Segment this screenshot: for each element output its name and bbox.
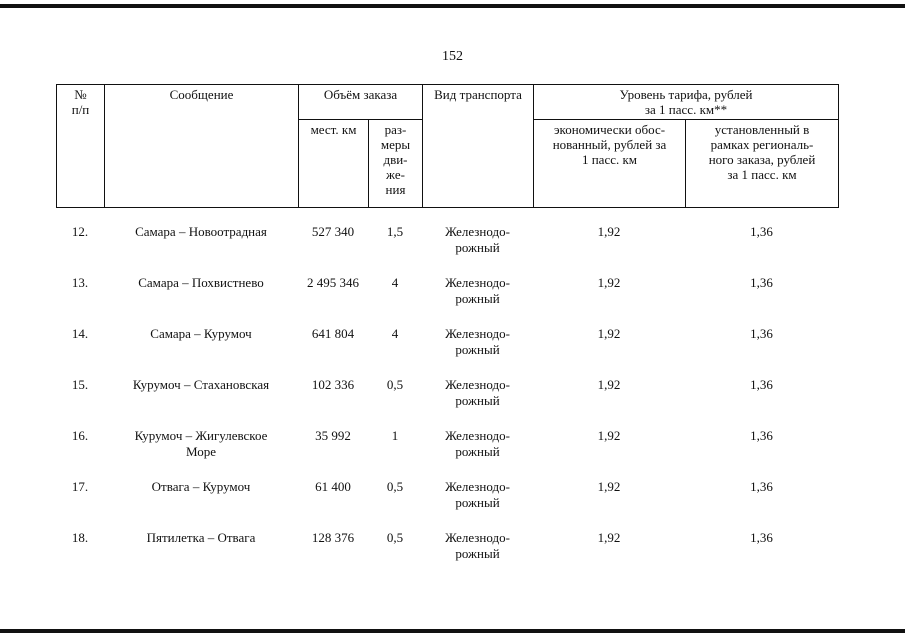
row-tariff-economic: 1,92	[597, 326, 621, 341]
row-seat-km: 102 336	[311, 377, 355, 392]
header-traffic-size: раз- меры дви- же- ния	[369, 120, 423, 208]
row-route: Отвага – Курумоч	[151, 479, 251, 494]
page-number: 152	[442, 49, 463, 64]
row-transport-type: Железнодо- рожный	[445, 428, 510, 459]
header-seat-km: мест. км	[299, 120, 369, 208]
table-row	[56, 530, 838, 570]
row-transport-type: Железнодо- рожный	[445, 530, 510, 561]
row-tariff-regional: 1,36	[750, 275, 773, 290]
row-seat-km: 2 495 346	[307, 275, 359, 290]
row-route: Самара – Похвистнево	[138, 275, 264, 290]
row-tariff-regional: 1,36	[750, 428, 773, 443]
table-row	[56, 377, 838, 417]
row-tariff-economic: 1,92	[597, 224, 621, 239]
row-tariff-economic: 1,92	[597, 479, 621, 494]
table-row	[56, 224, 838, 264]
tariff-table-header	[56, 84, 839, 208]
row-number: 12.	[71, 224, 89, 239]
row-route: Самара – Новоотрадная	[135, 224, 267, 239]
row-tariff-economic: 1,92	[597, 530, 621, 545]
row-tariff-regional: 1,36	[750, 377, 773, 392]
row-number: 17.	[71, 479, 89, 494]
row-route: Курумоч – Жигулевское Море	[134, 428, 268, 459]
row-transport-type: Железнодо- рожный	[445, 377, 510, 408]
row-traffic-size: 4	[391, 275, 399, 290]
header-tariff-regional: установленный в рамках региональ- ного заказа, рублей за 1 пасс. км	[686, 120, 839, 208]
header-transport-type: Вид транспорта	[423, 85, 534, 208]
header-tariff-economic: экономически обос- нованный, рублей за 1 пасс. км	[534, 120, 686, 208]
row-number: 14.	[71, 326, 89, 341]
row-traffic-size: 1,5	[386, 224, 404, 239]
top-rule	[0, 4, 905, 8]
row-transport-type: Железнодо- рожный	[445, 479, 510, 510]
bottom-rule	[0, 629, 905, 633]
table-row	[56, 326, 838, 366]
header-tariff-level: Уровень тарифа, рублей за 1 пасс. км**	[534, 85, 839, 120]
row-seat-km: 527 340	[311, 224, 355, 239]
row-transport-type: Железнодо- рожный	[445, 224, 510, 255]
row-tariff-economic: 1,92	[597, 275, 621, 290]
row-number: 13.	[71, 275, 89, 290]
row-traffic-size: 0,5	[386, 530, 404, 545]
row-seat-km: 128 376	[311, 530, 355, 545]
table-row	[56, 275, 838, 315]
row-seat-km: 641 804	[311, 326, 355, 341]
table-row	[56, 428, 838, 468]
row-traffic-size: 1	[391, 428, 399, 443]
header-number: № п/п	[57, 85, 105, 208]
row-seat-km: 35 992	[315, 428, 351, 443]
table-row	[56, 479, 838, 519]
row-tariff-economic: 1,92	[597, 428, 621, 443]
row-transport-type: Железнодо- рожный	[445, 275, 510, 306]
row-tariff-regional: 1,36	[750, 479, 773, 494]
row-tariff-regional: 1,36	[750, 326, 773, 341]
row-number: 18.	[71, 530, 89, 545]
row-traffic-size: 0,5	[386, 377, 404, 392]
row-route: Курумоч – Стахановская	[132, 377, 270, 392]
row-tariff-regional: 1,36	[750, 530, 773, 545]
row-route: Пятилетка – Отвага	[146, 530, 256, 545]
row-transport-type: Железнодо- рожный	[445, 326, 510, 357]
row-traffic-size: 0,5	[386, 479, 404, 494]
row-traffic-size: 4	[391, 326, 399, 341]
row-number: 15.	[71, 377, 89, 392]
header-order-volume: Объём заказа	[299, 85, 423, 120]
row-number: 16.	[71, 428, 89, 443]
row-tariff-regional: 1,36	[750, 224, 773, 239]
row-route: Самара – Курумоч	[150, 326, 252, 341]
row-seat-km: 61 400	[315, 479, 351, 494]
header-route: Сообщение	[105, 85, 299, 208]
row-tariff-economic: 1,92	[597, 377, 621, 392]
